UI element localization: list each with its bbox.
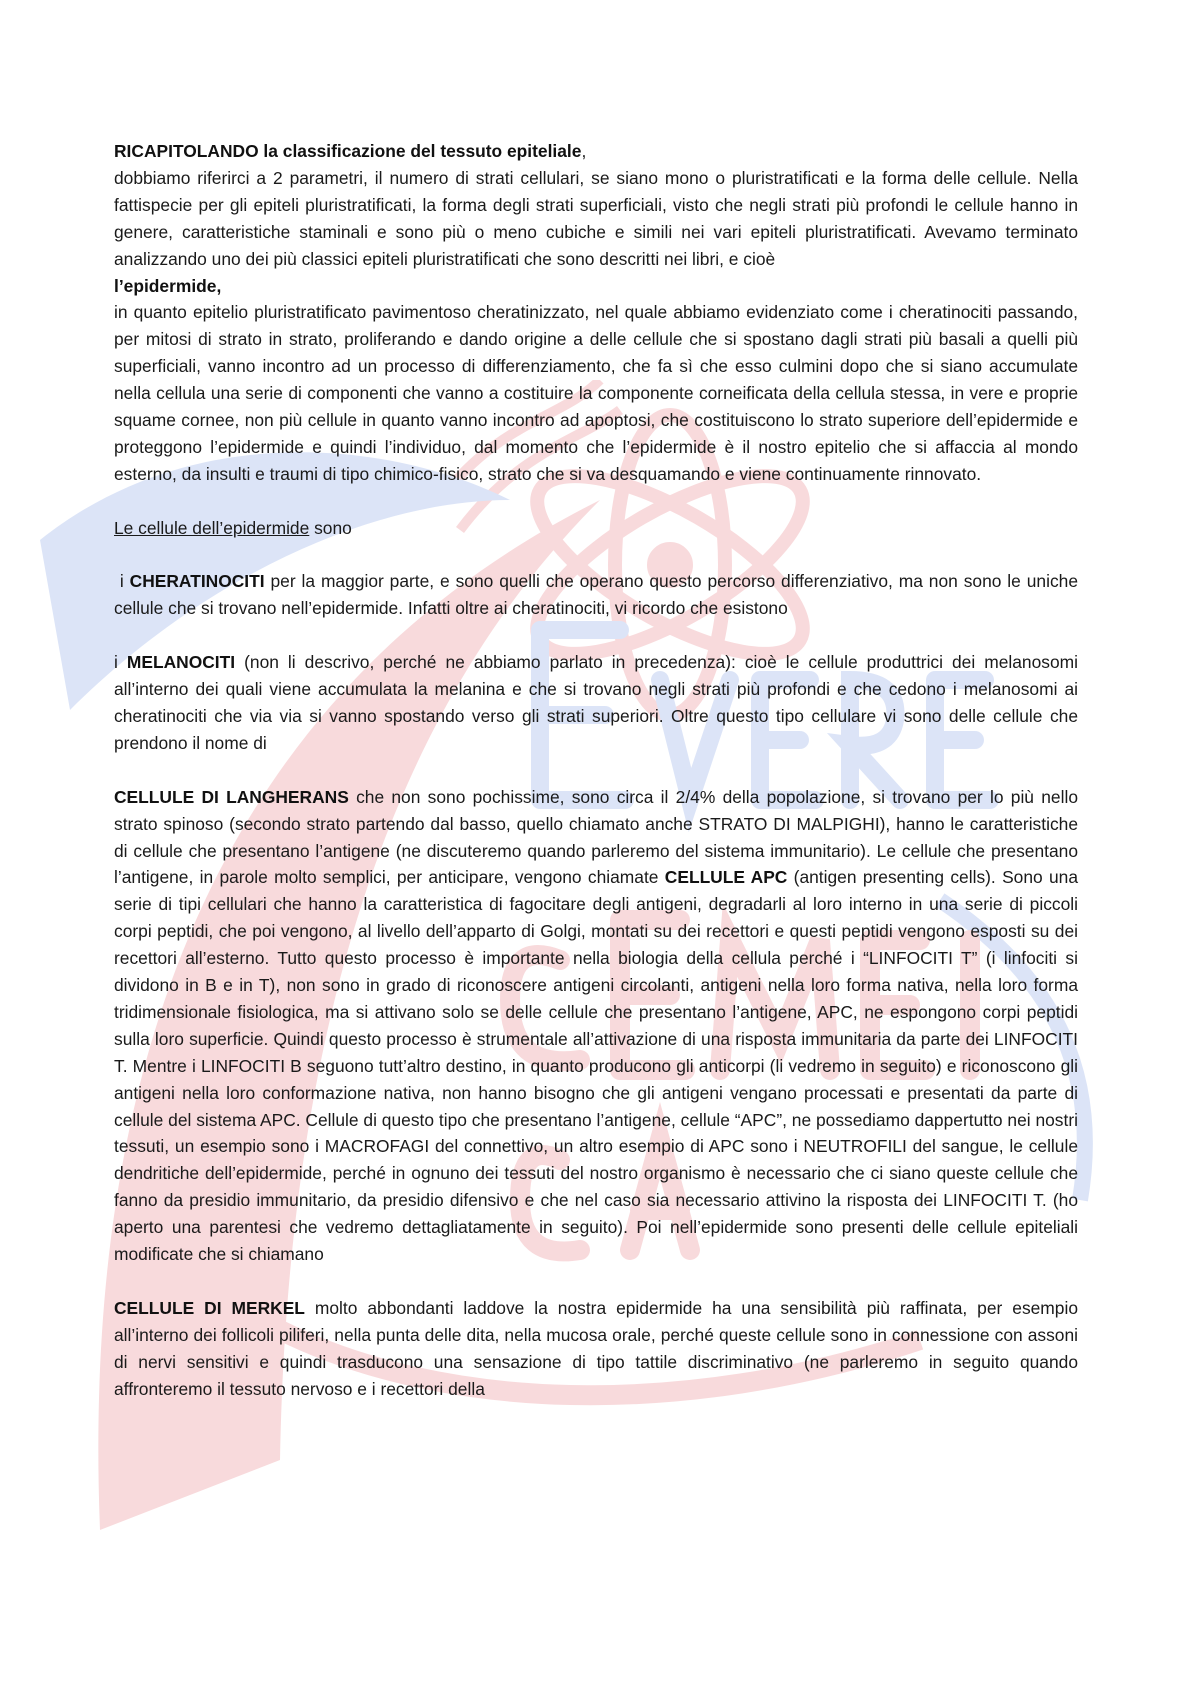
paragraph-intro-heading: RICAPITOLANDO la classificazione del tessuto epiteliale, xyxy=(114,141,587,161)
term-merkel: CELLULE DI MERKEL xyxy=(114,1297,305,1318)
paragraph-epidermide: in quanto epitelio pluristratificato pavimentoso cheratinizzato, nel quale abbiamo evidenziato come i cheratinociti passando, per mitosi di strato in strato, proliferando e dando origine a delle cellule che si spostano dagli strati più basali a quelli più superficiali, vanno incontro ad un processo di differenziamento, che fa sì che esso culmini dopo che si siano accumulate nella cellula una serie di componenti che vanno a costituire la componente corneificata della cellula stessa, in vere e proprie squame cornee, non più cellule in quanto vanno incontro ad apoptosi, che costituiscono lo strato superiore dell’epidermide e proteggono l’epidermide e quindi l’individuo, dal momento che l’epidermide è il nostro epitelio che si affaccia al mondo esterno, da insulti e traumi di tipo chimico-fisico, strato che si va desquamando e viene continuamente rinnovato. xyxy=(114,302,1078,484)
document-page xyxy=(114,138,1078,1403)
term-melanociti: MELANOCITI xyxy=(126,652,236,673)
heading-recap: RICAPITOLANDO la classificazione del tessuto epiteliale xyxy=(114,141,582,161)
paragraph-melanociti: i MELANOCITI (non li descrivo, perché ne abbiamo parlato in precedenza): cioè le cellule produttrici dei melanosomi all’interno dei quali viene accumulata la melanina e che si trovano negli strati più profondi e che cedono i melanosomi ai cheratinociti che via via si vanno spostando verso gli strati superiori. Oltre questo tipo cellulare vi sono delle cellule che prendono il nome di xyxy=(114,652,1078,753)
paragraph-epidermide-heading xyxy=(114,273,1078,300)
term-cheratinociti: CHERATINOCITI xyxy=(129,571,265,592)
paragraph-cheratinociti: i CHERATINOCITI per la maggior parte, e sono quelli che operano questo percorso differenziativo, ma non sono le uniche cellule che si trovano nell’epidermide. Infatti oltre ai cheratinociti, vi ricordo che esistono xyxy=(114,571,1078,619)
term-apc: CELLULE APC xyxy=(664,867,788,888)
paragraph-langherans: CELLULE DI LANGHERANS che non sono pochissime, sono circa il 2/4% della popolazione, si trovano per lo più nello strato spinoso (secondo strato partendo dal basso, quello chiamato anche STRATO DI MALPIGHI), hanno le caratteristiche di cellule che presentano l’antigene (ne discuteremo quando parleremo del sistema immunitario). Le cellule che presentano l’antigene, in parole molto semplici, per anticipare, vengono chiamate CELLULE APC (antigen presenting cells). Sono una serie di tipi cellulari che hanno la caratteristica di fagocitare degli antigeni, degradarli al loro interno in una serie di piccoli corpi peptidi, che poi vengono, al livello dell’apparto di Golgi, montati su dei recettori e questi peptidi vengono esposti su dei recettori all’esterno. Tutto questo processo è importante nella biologia della cellula perché i “LINFOCITI T” (i linfociti si dividono in B e in T), non sono in grado di riconoscere antigeni circolanti, antigeni nella loro forma nativa, nella loro forma tridimensionale fisiologica, ma si attivano solo se delle cellule che presentano l’antigene, APC, ne espongono corpi peptidi sulla loro superficie. Quindi questo processo è strumentale all’attivazione di una risposta immunitaria da parte dei LINFOCITI T. Mentre i LINFOCITI B seguono tutt’altro destino, in quanto producono gli anticorpi (li vedremo in seguito) e riconoscono gli antigeni nella loro conformazione nativa, non hanno bisogno che gli antigeni vengano processati e presentati da parte di cellule del sistema APC. Cellule di questo tipo che presentano l’antigene, cellule “APC”, ne possediamo dappertutto nei nostri tessuti, un esempio sono i MACROFAGI del connettivo, un altro esempio di APC sono i NEUTROFILI del sangue, le cellule dendritiche dell’epidermide, perché in ognuno dei tessuti del nostro organismo è necessario che ci siano queste cellule che fanno da presidio immunitario, da presidio difensivo e che nel caso sia necessario attivino la risposta dei LINFOCITI T. (ho aperto una parentesi che vedremo dettagliatamente in seguito). Poi nell’epidermide sono presenti delle cellule epiteliali modificate che si chiamano xyxy=(114,786,1079,1265)
paragraph-merkel: CELLULE DI MERKEL molto abbondanti laddove la nostra epidermide ha una sensibilità più raffinata, per esempio all’interno dei follicoli piliferi, nella punta delle dita, nella mucosa orale, perché queste cellule sono in connessione con assoni di nervi sensitivi e quindi trasducono una sensazione di tipo tattile discriminativo (ne parleremo in seguito quando affronteremo il tessuto nervoso e i recettori della xyxy=(114,1297,1079,1399)
heading-epidermide: l’epidermide, xyxy=(114,275,222,296)
cells-intro-underlined: Le cellule dell’epidermide xyxy=(114,517,310,538)
paragraph-cells-intro: Le cellule dell’epidermide sono xyxy=(114,517,352,538)
paragraph-intro: dobbiamo riferirci a 2 parametri, il numero di strati cellulari, se siano mono o pluristratificati e la forma delle cellule. Nella fattispecie per gli epiteli pluristratificati, la forma degli strati superficiali, visto che negli strati più profondi le cellule hanno in genere, caratteristiche staminali e sono più o meno cubiche e simili nei vari epiteli pluristratificati. Avevamo terminato analizzando uno dei più classici epiteli pluristratificati che sono descritti nei libri, e cioè xyxy=(114,167,1078,269)
term-langherans: CELLULE DI LANGHERANS xyxy=(114,786,349,807)
